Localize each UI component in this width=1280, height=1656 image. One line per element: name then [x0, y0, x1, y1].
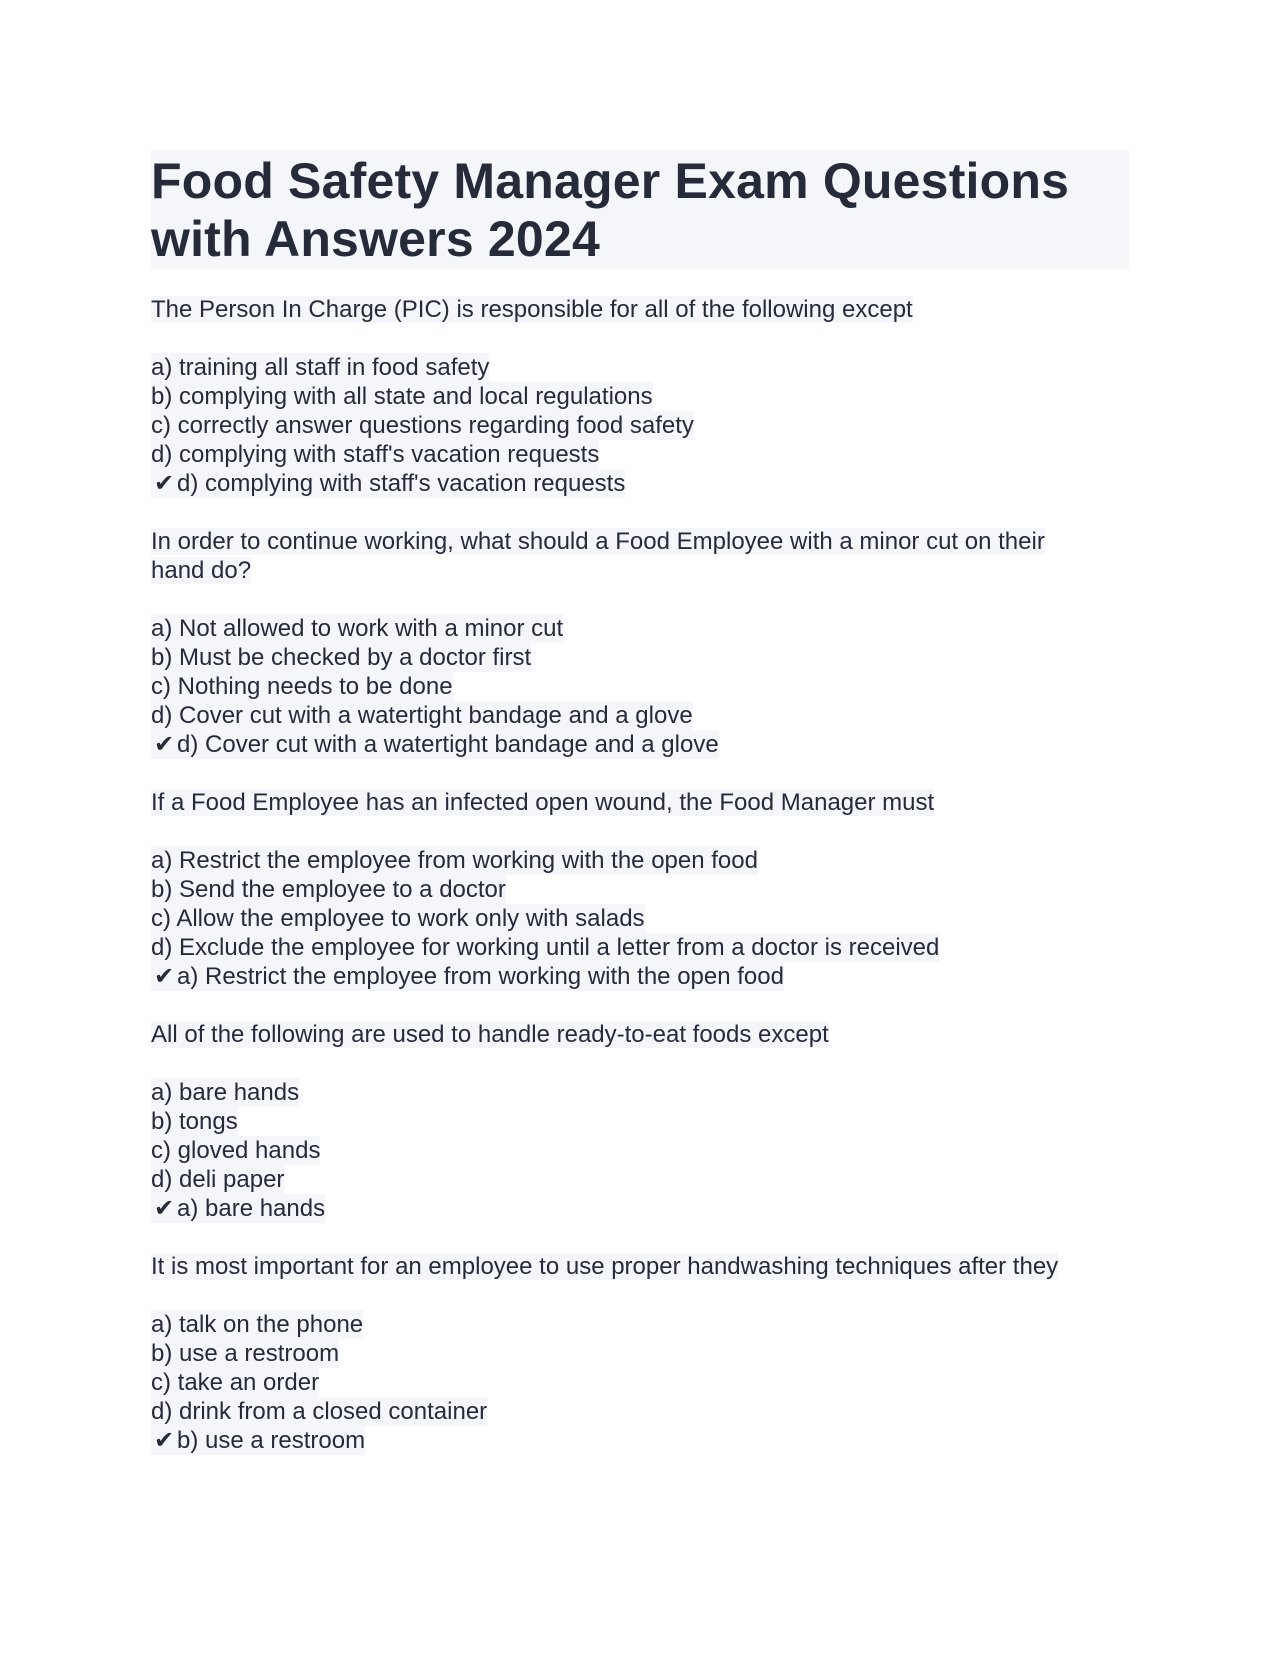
answer-option: a) bare hands: [151, 1079, 300, 1106]
answer-option-row: [151, 1136, 1129, 1165]
answer-option: d) Exclude the employee for working until a letter from a doctor is received: [151, 934, 940, 961]
checkmark-icon: ✔: [153, 731, 175, 758]
question-prompt-wrapper: [151, 788, 1129, 817]
question-list: [151, 295, 1129, 1455]
answer-option: d) Cover cut with a watertight bandage and a glove: [151, 702, 693, 729]
correct-answer-text: d) complying with staff's vacation requests: [177, 470, 626, 497]
checkmark-icon: ✔: [153, 1427, 175, 1454]
question-block: [151, 527, 1129, 759]
answer-option: a) Not allowed to work with a minor cut: [151, 615, 564, 642]
question-prompt-wrapper: [151, 1252, 1129, 1281]
checkmark-icon: ✔: [153, 1195, 175, 1222]
answer-option: c) correctly answer questions regarding food safety: [151, 412, 694, 439]
answer-option: a) talk on the phone: [151, 1311, 364, 1338]
correct-answer-row: [151, 1426, 1129, 1455]
correct-answer-row: [151, 469, 1129, 498]
correct-answer: [151, 469, 625, 498]
answer-option: a) Restrict the employee from working with the open food: [151, 847, 758, 874]
question-block: [151, 295, 1129, 498]
answer-option: c) Nothing needs to be done: [151, 673, 453, 700]
question-prompt: All of the following are used to handle ready-to-eat foods except: [151, 1021, 829, 1048]
answer-option-row: [151, 1078, 1129, 1107]
question-prompt: The Person In Charge (PIC) is responsible for all of the following except: [151, 296, 913, 323]
question-block: [151, 788, 1129, 991]
checkmark-icon: ✔: [153, 963, 175, 990]
page-title: Food Safety Manager Exam Questions with Answers 2024: [151, 153, 1070, 267]
question-prompt: In order to continue working, what should a Food Employee with a minor cut on their hand do?: [151, 528, 1045, 584]
question-prompt-box: [151, 788, 1091, 817]
question-prompt-wrapper: [151, 527, 1129, 585]
answer-option: d) complying with staff's vacation requests: [151, 441, 600, 468]
answer-option: d) drink from a closed container: [151, 1398, 488, 1425]
question-prompt-wrapper: [151, 295, 1129, 324]
answer-option: b) Send the employee to a doctor: [151, 876, 506, 903]
answer-option-row: [151, 1368, 1129, 1397]
correct-answer-text: a) Restrict the employee from working with the open food: [177, 963, 784, 990]
answer-option-row: [151, 701, 1129, 730]
correct-answer-text: b) use a restroom: [177, 1427, 366, 1454]
answer-option: d) deli paper: [151, 1166, 285, 1193]
question-block: [151, 1252, 1129, 1455]
question-prompt: It is most important for an employee to use proper handwashing techniques after they: [151, 1253, 1059, 1280]
answer-option-row: [151, 904, 1129, 933]
question-prompt-box: [151, 1252, 1091, 1281]
question-block: [151, 1020, 1129, 1223]
correct-answer: [151, 962, 784, 991]
answer-option: b) use a restroom: [151, 1340, 340, 1367]
answer-option-row: [151, 1165, 1129, 1194]
answer-option-row: [151, 846, 1129, 875]
correct-answer-row: [151, 1194, 1129, 1223]
answer-option-row: [151, 875, 1129, 904]
answer-option: c) gloved hands: [151, 1137, 321, 1164]
answer-option: b) Must be checked by a doctor first: [151, 644, 532, 671]
question-prompt-box: [151, 295, 1091, 324]
correct-answer: [151, 730, 719, 759]
answer-option-row: [151, 933, 1129, 962]
answer-option-row: [151, 440, 1129, 469]
document-page: [151, 150, 1129, 1484]
correct-answer: [151, 1426, 365, 1455]
correct-answer-row: [151, 962, 1129, 991]
question-prompt-box: [151, 527, 1091, 585]
answer-option-row: [151, 643, 1129, 672]
correct-answer-text: a) bare hands: [177, 1195, 326, 1222]
answer-option: b) tongs: [151, 1108, 238, 1135]
answer-option-row: [151, 1107, 1129, 1136]
correct-answer: [151, 1194, 325, 1223]
answer-option-row: [151, 1310, 1129, 1339]
answer-option: c) Allow the employee to work only with salads: [151, 905, 645, 932]
question-prompt: If a Food Employee has an infected open wound, the Food Manager must: [151, 789, 935, 816]
correct-answer-row: [151, 730, 1129, 759]
answer-option: c) take an order: [151, 1369, 320, 1396]
question-prompt-wrapper: [151, 1020, 1129, 1049]
title-block: [151, 150, 1129, 269]
answer-option-row: [151, 411, 1129, 440]
checkmark-icon: ✔: [153, 470, 175, 497]
correct-answer-text: d) Cover cut with a watertight bandage and a glove: [177, 731, 719, 758]
answer-option-row: [151, 672, 1129, 701]
answer-option: b) complying with all state and local regulations: [151, 383, 653, 410]
answer-option-row: [151, 1339, 1129, 1368]
answer-option-row: [151, 382, 1129, 411]
answer-option-row: [151, 1397, 1129, 1426]
answer-option-row: [151, 614, 1129, 643]
answer-option-row: [151, 353, 1129, 382]
answer-option: a) training all staff in food safety: [151, 354, 490, 381]
question-prompt-box: [151, 1020, 1091, 1049]
